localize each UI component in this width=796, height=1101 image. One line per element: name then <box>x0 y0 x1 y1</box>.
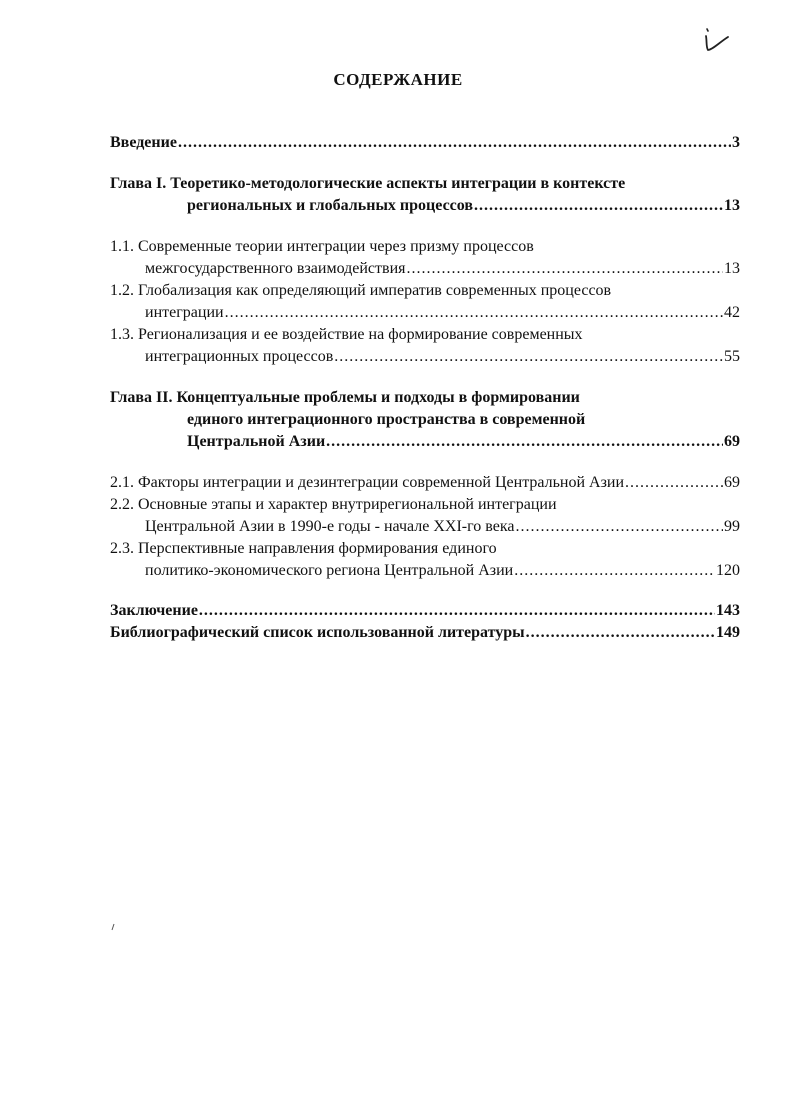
dot-leader <box>474 195 723 217</box>
toc-page-number: 69 <box>724 474 740 491</box>
toc-entry-label: Глава I. Теоретико-методологические аспекты интеграции в контексте <box>110 175 626 192</box>
toc-page-number: 120 <box>716 562 740 579</box>
dot-leader <box>625 472 723 494</box>
table-of-contents <box>110 132 740 644</box>
toc-entry-label-continued: интеграции <box>145 304 224 321</box>
dot-leader <box>326 431 723 453</box>
toc-page-number: 99 <box>724 518 740 535</box>
dot-leader <box>178 132 731 154</box>
handwritten-mark-icon <box>700 20 732 54</box>
toc-entry-label-continued: Центральной Азии в 1990-е годы - начале XXI-го века <box>145 518 515 535</box>
toc-entry-intro[interactable] <box>110 132 740 154</box>
toc-entry-section-2-2[interactable] <box>110 494 740 538</box>
toc-page-number: 149 <box>716 624 740 641</box>
stray-mark <box>110 918 116 926</box>
toc-entry-section-1-1[interactable] <box>110 236 740 280</box>
dot-leader <box>407 258 724 280</box>
toc-page-number: 143 <box>716 602 740 619</box>
dot-leader <box>199 600 715 622</box>
toc-entry-label: Глава II. Концептуальные проблемы и подходы в формировании <box>110 389 580 406</box>
toc-entry-label: 2.3. Перспективные направления формирования единого <box>110 540 497 557</box>
toc-page-number: 3 <box>732 134 740 151</box>
toc-entry-chapter-1[interactable] <box>110 173 740 217</box>
dot-leader <box>225 302 723 324</box>
toc-entry-label: Введение <box>110 134 177 151</box>
toc-entry-section-2-3[interactable] <box>110 538 740 582</box>
toc-page-number: 42 <box>724 304 740 321</box>
toc-entry-section-1-3[interactable] <box>110 324 740 368</box>
toc-entry-label: 1.1. Современные теории интеграции через призму процессов <box>110 238 534 255</box>
toc-entry-label-continued: региональных и глобальных процессов <box>187 197 474 214</box>
toc-page-number: 55 <box>724 348 740 365</box>
toc-entry-label-continued: интеграционных процессов <box>145 348 334 365</box>
dot-leader <box>334 346 723 368</box>
toc-entry-bibliography[interactable] <box>110 622 740 644</box>
toc-entry-label-continued: политико-экономического региона Центральной Азии <box>145 562 514 579</box>
toc-page-number: 13 <box>724 260 740 277</box>
toc-entry-label: Библиографический список использованной литературы <box>110 624 525 641</box>
toc-entry-label: 2.2. Основные этапы и характер внутрирегиональной интеграции <box>110 496 557 513</box>
toc-entry-label: 1.2. Глобализация как определяющий императив современных процессов <box>110 282 612 299</box>
toc-entry-label: Заключение <box>110 602 198 619</box>
toc-page-number: 13 <box>724 197 740 214</box>
toc-page-number: 69 <box>724 433 740 450</box>
dot-leader <box>514 560 715 582</box>
toc-entry-label-continued: межгосударственного взаимодействия <box>145 260 406 277</box>
dot-leader <box>515 516 723 538</box>
toc-entry-chapter-2[interactable] <box>110 387 740 453</box>
toc-entry-label-continued: Центральной Азии <box>187 433 326 450</box>
dot-leader <box>526 622 715 644</box>
handwritten-page-number <box>700 20 732 54</box>
toc-entry-section-2-1[interactable] <box>110 472 740 494</box>
toc-entry-conclusion[interactable] <box>110 600 740 622</box>
toc-entry-section-1-2[interactable] <box>110 280 740 324</box>
toc-entry-label-continued: единого интеграционного пространства в современной <box>187 411 586 428</box>
page-title: СОДЕРЖАНИЕ <box>333 70 463 89</box>
toc-entry-label: 2.1. Факторы интеграции и дезинтеграции современной Центральной Азии <box>110 474 625 491</box>
toc-entry-label: 1.3. Регионализация и ее воздействие на формирование современных <box>110 326 583 343</box>
